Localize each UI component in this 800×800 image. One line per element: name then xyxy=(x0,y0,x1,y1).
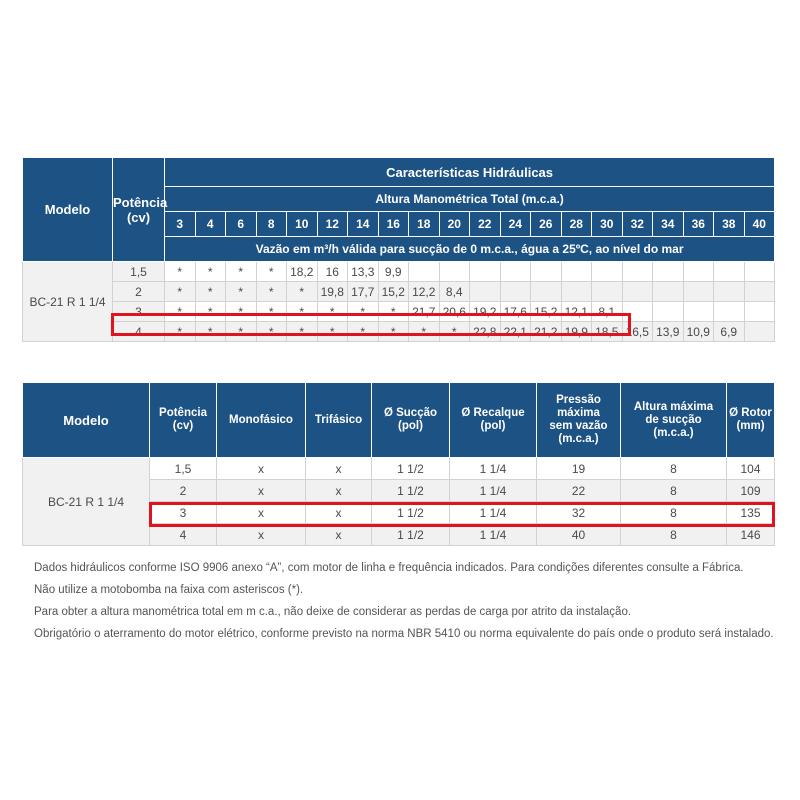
flow-cell: * xyxy=(317,302,348,322)
potencia-cell: 3 xyxy=(150,502,217,524)
header-potencia: Potência (cv) xyxy=(113,158,165,262)
height-col-3: 3 xyxy=(165,212,196,237)
flow-cell: * xyxy=(348,302,379,322)
flow-cell xyxy=(592,282,623,302)
note: Para obter a altura manométrica total em m c.a., não deixe de considerar as perdas de carga por atrito da instalação. xyxy=(34,606,632,618)
flow-cell xyxy=(714,302,745,322)
rotor-cell: 146 xyxy=(727,524,775,546)
rotor-cell: 135 xyxy=(727,502,775,524)
potencia-cell: 2 xyxy=(150,480,217,502)
flow-cell: * xyxy=(256,262,287,282)
flow-cell xyxy=(683,282,714,302)
flow-cell: 13,9 xyxy=(653,322,684,342)
height-col-40: 40 xyxy=(744,212,775,237)
flow-cell: * xyxy=(256,302,287,322)
flow-cell xyxy=(683,262,714,282)
tri-cell: x xyxy=(306,502,372,524)
recalque-cell: 1 1/4 xyxy=(450,524,537,546)
rotor-cell: 104 xyxy=(727,458,775,480)
flow-cell: * xyxy=(256,322,287,342)
potencia-cell: 4 xyxy=(150,524,217,546)
height-col-10: 10 xyxy=(287,212,318,237)
flow-cell: 18,5 xyxy=(592,322,623,342)
altura-cell: 8 xyxy=(621,524,727,546)
flow-cell: 16 xyxy=(317,262,348,282)
flow-cell xyxy=(470,282,501,302)
height-col-32: 32 xyxy=(622,212,653,237)
table-row xyxy=(23,458,775,480)
altura-cell: 8 xyxy=(621,458,727,480)
header-vazao: Vazão em m³/h válida para sucção de 0 m.c.a., água a 25ºC, ao nível do mar xyxy=(165,237,775,262)
height-col-30: 30 xyxy=(592,212,623,237)
mono-cell: x xyxy=(217,480,306,502)
flow-cell: 12,1 xyxy=(561,302,592,322)
header-trifasico: Trifásico xyxy=(306,383,372,458)
flow-cell: * xyxy=(287,322,318,342)
altura-cell: 8 xyxy=(621,480,727,502)
flow-cell xyxy=(653,282,684,302)
mono-cell: x xyxy=(217,502,306,524)
flow-cell: * xyxy=(226,322,257,342)
highlight-row-3cv xyxy=(149,502,775,527)
flow-cell xyxy=(531,282,562,302)
height-col-14: 14 xyxy=(348,212,379,237)
flow-cell xyxy=(592,262,623,282)
flow-cell xyxy=(622,282,653,302)
height-col-36: 36 xyxy=(683,212,714,237)
flow-cell xyxy=(439,262,470,282)
flow-cell: 22,8 xyxy=(470,322,501,342)
flow-cell: * xyxy=(287,282,318,302)
header-monofasico: Monofásico xyxy=(217,383,306,458)
footnotes xyxy=(34,557,784,645)
mono-cell: x xyxy=(217,458,306,480)
flow-cell: * xyxy=(195,322,226,342)
flow-cell: * xyxy=(165,302,196,322)
pressao-cell: 40 xyxy=(537,524,621,546)
potencia-cell: 1,5 xyxy=(150,458,217,480)
flow-cell: 22,1 xyxy=(500,322,531,342)
flow-cell xyxy=(409,262,440,282)
height-col-22: 22 xyxy=(470,212,501,237)
flow-cell xyxy=(744,322,775,342)
flow-cell xyxy=(744,282,775,302)
altura-cell: 8 xyxy=(621,502,727,524)
potencia-cell: 3 xyxy=(113,302,165,322)
flow-cell xyxy=(714,282,745,302)
flow-cell: 17,6 xyxy=(500,302,531,322)
flow-cell: 17,7 xyxy=(348,282,379,302)
header-altura-succao: Altura máxima de sucção (m.c.a.) xyxy=(621,383,727,458)
flow-cell: 8,1 xyxy=(592,302,623,322)
rotor-cell: 109 xyxy=(727,480,775,502)
flow-cell: * xyxy=(256,282,287,302)
flow-cell xyxy=(653,262,684,282)
header-modelo: Modelo xyxy=(23,158,113,262)
flow-cell: 21,2 xyxy=(531,322,562,342)
header-potencia: Potência (cv) xyxy=(150,383,217,458)
height-col-12: 12 xyxy=(317,212,348,237)
flow-cell xyxy=(561,262,592,282)
tri-cell: x xyxy=(306,524,372,546)
header-recalque: Ø Recalque (pol) xyxy=(450,383,537,458)
flow-cell: 12,2 xyxy=(409,282,440,302)
flow-cell xyxy=(500,282,531,302)
potencia-cell: 1,5 xyxy=(113,262,165,282)
pressao-cell: 32 xyxy=(537,502,621,524)
header-modelo: Modelo xyxy=(23,383,150,458)
flow-cell: * xyxy=(226,302,257,322)
height-col-8: 8 xyxy=(256,212,287,237)
height-col-4: 4 xyxy=(195,212,226,237)
flow-cell: * xyxy=(226,282,257,302)
flow-cell: * xyxy=(195,302,226,322)
height-col-38: 38 xyxy=(714,212,745,237)
flow-cell: 21,7 xyxy=(409,302,440,322)
succao-cell: 1 1/2 xyxy=(372,524,450,546)
flow-cell: * xyxy=(317,322,348,342)
recalque-cell: 1 1/4 xyxy=(450,480,537,502)
flow-cell: 19,9 xyxy=(561,322,592,342)
recalque-cell: 1 1/4 xyxy=(450,502,537,524)
flow-cell: 10,9 xyxy=(683,322,714,342)
flow-cell: 9,9 xyxy=(378,262,409,282)
flow-cell: 19,2 xyxy=(470,302,501,322)
flow-cell: * xyxy=(195,282,226,302)
flow-cell xyxy=(561,282,592,302)
flow-cell: 13,3 xyxy=(348,262,379,282)
pressao-cell: 19 xyxy=(537,458,621,480)
flow-cell: * xyxy=(165,322,196,342)
flow-cell: 19,8 xyxy=(317,282,348,302)
flow-cell xyxy=(653,302,684,322)
potencia-cell: 2 xyxy=(113,282,165,302)
table-row xyxy=(23,262,775,282)
flow-cell xyxy=(744,262,775,282)
height-col-16: 16 xyxy=(378,212,409,237)
height-col-20: 20 xyxy=(439,212,470,237)
flow-cell: 16,5 xyxy=(622,322,653,342)
flow-cell xyxy=(744,302,775,322)
flow-cell: * xyxy=(287,302,318,322)
note: Não utilize a motobomba na faixa com asteriscos (*). xyxy=(34,584,304,596)
flow-cell: 20,6 xyxy=(439,302,470,322)
flow-cell xyxy=(470,262,501,282)
header-succao: Ø Sucção (pol) xyxy=(372,383,450,458)
table-row xyxy=(23,282,775,302)
flow-cell: * xyxy=(348,322,379,342)
flow-cell: * xyxy=(439,322,470,342)
flow-cell: 15,2 xyxy=(378,282,409,302)
mono-cell: x xyxy=(217,524,306,546)
flow-cell: * xyxy=(226,262,257,282)
flow-cell: * xyxy=(195,262,226,282)
flow-cell: 6,9 xyxy=(714,322,745,342)
flow-cell: * xyxy=(378,302,409,322)
model-cell: BC-21 R 1 1/4 xyxy=(23,458,150,546)
flow-cell xyxy=(622,262,653,282)
succao-cell: 1 1/2 xyxy=(372,480,450,502)
flow-cell: 15,2 xyxy=(531,302,562,322)
header-caracteristicas: Características Hidráulicas xyxy=(165,158,775,187)
model-cell: BC-21 R 1 1/4 xyxy=(23,262,113,342)
flow-cell: * xyxy=(378,322,409,342)
height-col-18: 18 xyxy=(409,212,440,237)
succao-cell: 1 1/2 xyxy=(372,502,450,524)
flow-cell: * xyxy=(165,282,196,302)
flow-cell: * xyxy=(165,262,196,282)
flow-cell: * xyxy=(409,322,440,342)
potencia-cell: 4 xyxy=(113,322,165,342)
height-col-26: 26 xyxy=(531,212,562,237)
recalque-cell: 1 1/4 xyxy=(450,458,537,480)
flow-cell xyxy=(714,262,745,282)
height-col-24: 24 xyxy=(500,212,531,237)
header-pressao: Pressão máxima sem vazão (m.c.a.) xyxy=(537,383,621,458)
height-col-28: 28 xyxy=(561,212,592,237)
flow-cell: 18,2 xyxy=(287,262,318,282)
flow-cell: 8,4 xyxy=(439,282,470,302)
flow-cell xyxy=(531,262,562,282)
note: Obrigatório o aterramento do motor elétrico, conforme previsto na norma NBR 5410 ou norma equivalente do país onde o produto será instalado. xyxy=(34,628,774,640)
header-altura: Altura Manométrica Total (m.c.a.) xyxy=(165,187,775,212)
height-col-6: 6 xyxy=(226,212,257,237)
tri-cell: x xyxy=(306,480,372,502)
highlight-row-3cv xyxy=(111,313,631,336)
succao-cell: 1 1/2 xyxy=(372,458,450,480)
flow-cell xyxy=(683,302,714,322)
height-col-34: 34 xyxy=(653,212,684,237)
header-rotor: Ø Rotor (mm) xyxy=(727,383,775,458)
flow-cell xyxy=(500,262,531,282)
tri-cell: x xyxy=(306,458,372,480)
pressao-cell: 22 xyxy=(537,480,621,502)
note: Dados hidráulicos conforme ISO 9906 anexo “A”, com motor de linha e frequência indicados. Para condições diferentes consulte a Fábrica. xyxy=(34,562,744,574)
